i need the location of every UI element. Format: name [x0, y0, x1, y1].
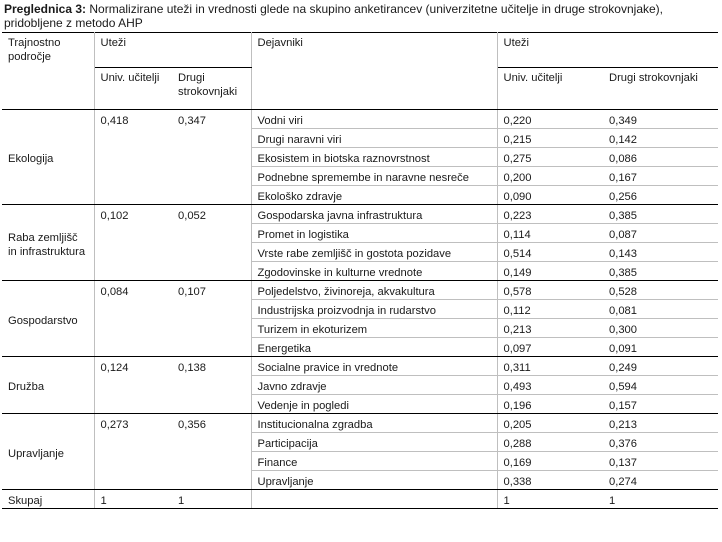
area-weight-univ [94, 433, 172, 452]
area-cell: Družba [2, 357, 94, 414]
total-other-1: 1 [172, 490, 251, 509]
total-row [2, 490, 718, 509]
area-weight-other [172, 395, 251, 414]
table-body [2, 110, 718, 509]
factor-weight-other: 0,274 [603, 471, 718, 490]
table-row [2, 224, 718, 243]
table-row [2, 186, 718, 205]
header-weights-factors: Uteži [497, 33, 718, 68]
area-weight-univ: 0,273 [100, 419, 129, 431]
factor-weight-other: 0,142 [603, 129, 718, 148]
factor-cell: Institucionalna zgradba [251, 414, 497, 433]
total-univ-2: 1 [497, 490, 603, 509]
factor-weight-other: 0,256 [603, 186, 718, 205]
header-univ-2: Univ. učitelji [497, 68, 603, 110]
factor-cell: Podnebne spremembe in naravne nesreče [251, 167, 497, 186]
header-area: Trajnostno področje [2, 33, 94, 110]
table-row [2, 433, 718, 452]
factor-weight-univ: 0,493 [497, 376, 603, 395]
factor-weight-univ: 0,215 [497, 129, 603, 148]
factor-weight-other: 0,143 [603, 243, 718, 262]
caption-text: Normalizirane uteži in vrednosti glede na skupino anketirancev (univerzitetne učitelje in druge strokovnjake), pridobljene z metodo AHP [4, 2, 663, 30]
area-weight-univ [94, 262, 172, 281]
factor-weight-univ: 0,213 [497, 319, 603, 338]
header-univ-1: Univ. učitelji [94, 68, 172, 110]
area-weight-other: 0,052 [172, 205, 251, 224]
factor-weight-other: 0,249 [603, 357, 718, 376]
factor-weight-univ: 0,196 [497, 395, 603, 414]
factor-weight-other: 0,349 [603, 110, 718, 129]
area-weight-univ [94, 224, 172, 243]
area-weight-other [172, 452, 251, 471]
ahp-weights-table [2, 32, 718, 509]
factor-weight-univ: 0,514 [497, 243, 603, 262]
factor-cell: Finance [251, 452, 497, 471]
factor-weight-univ: 0,169 [497, 452, 603, 471]
factor-weight-other: 0,376 [603, 433, 718, 452]
factor-weight-univ: 0,220 [497, 110, 603, 129]
factor-cell: Vedenje in pogledi [251, 395, 497, 414]
factor-weight-other: 0,086 [603, 148, 718, 167]
factor-cell: Industrijska proizvodnja in rudarstvo [251, 300, 497, 319]
factor-cell: Vrste rabe zemljišč in gostota pozidave [251, 243, 497, 262]
header-row-1 [2, 33, 718, 68]
area-weight-other: 0,356 [172, 414, 251, 433]
area-weight-univ: 0,084 [100, 286, 129, 298]
table-row [2, 319, 718, 338]
table-row [2, 243, 718, 262]
table-row [2, 338, 718, 357]
table-row [2, 281, 718, 300]
factor-weight-other: 0,385 [603, 262, 718, 281]
header-other-1: Drugi strokovnjaki [172, 68, 251, 110]
factor-weight-univ: 0,338 [497, 471, 603, 490]
table-row [2, 414, 718, 433]
table-caption [4, 2, 720, 30]
area-weight-univ [94, 395, 172, 414]
factor-cell: Drugi naravni viri [251, 129, 497, 148]
area-weight-univ [94, 129, 172, 148]
area-weight-univ [94, 338, 172, 357]
factor-weight-univ: 0,578 [497, 281, 603, 300]
area-weight-univ [94, 452, 172, 471]
table-row [2, 376, 718, 395]
factor-weight-other: 0,528 [603, 281, 718, 300]
area-cell: Ekologija [2, 110, 94, 205]
area-weight-other [172, 471, 251, 490]
header-weights-areas: Uteži [94, 33, 251, 68]
area-weight-univ: 0,102 [100, 210, 129, 222]
area-cell: Raba zemljišč in infrastruktura [2, 205, 94, 281]
factor-cell: Vodni viri [251, 110, 497, 129]
table-row [2, 110, 718, 129]
factor-weight-univ: 0,311 [497, 357, 603, 376]
area-weight-other [172, 167, 251, 186]
area-weight-univ [94, 471, 172, 490]
area-weight-univ [94, 167, 172, 186]
area-cell: Upravljanje [2, 414, 94, 490]
area-weight-other [172, 376, 251, 395]
factor-weight-univ: 0,288 [497, 433, 603, 452]
area-weight-other [172, 262, 251, 281]
table-row [2, 205, 718, 224]
factor-weight-univ: 0,149 [497, 262, 603, 281]
factor-weight-univ: 0,200 [497, 167, 603, 186]
area-weight-univ [94, 243, 172, 262]
table-row [2, 357, 718, 376]
factor-weight-other: 0,213 [603, 414, 718, 433]
area-weight-other [172, 148, 251, 167]
area-weight-univ [94, 186, 172, 205]
table-row [2, 262, 718, 281]
caption-label: Preglednica 3: [4, 2, 87, 16]
area-cell: Gospodarstvo [2, 281, 94, 357]
factor-weight-univ: 0,112 [497, 300, 603, 319]
factor-weight-other: 0,300 [603, 319, 718, 338]
factor-weight-univ: 0,275 [497, 148, 603, 167]
factor-cell: Poljedelstvo, živinoreja, akvakultura [251, 281, 497, 300]
area-weight-other: 0,347 [172, 110, 251, 129]
total-label: Skupaj [2, 490, 94, 509]
factor-weight-other: 0,385 [603, 205, 718, 224]
table-row [2, 300, 718, 319]
table-row [2, 395, 718, 414]
area-weight-other [172, 243, 251, 262]
factor-weight-other: 0,087 [603, 224, 718, 243]
area-weight-other [172, 319, 251, 338]
factor-cell: Gospodarska javna infrastruktura [251, 205, 497, 224]
header-factors: Dejavniki [251, 33, 497, 110]
factor-cell: Socialne pravice in vrednote [251, 357, 497, 376]
area-weight-univ: 0,124 [100, 362, 129, 374]
area-weight-univ [94, 300, 172, 319]
factor-cell: Energetika [251, 338, 497, 357]
table-row [2, 452, 718, 471]
factor-cell: Zgodovinske in kulturne vrednote [251, 262, 497, 281]
table-row [2, 129, 718, 148]
area-weight-other: 0,138 [172, 357, 251, 376]
factor-cell: Javno zdravje [251, 376, 497, 395]
area-weight-other [172, 338, 251, 357]
area-weight-other [172, 300, 251, 319]
factor-weight-univ: 0,205 [497, 414, 603, 433]
area-weight-univ: 0,418 [100, 115, 129, 127]
total-univ-1: 1 [94, 490, 172, 509]
factor-weight-other: 0,091 [603, 338, 718, 357]
factor-weight-other: 0,594 [603, 376, 718, 395]
factor-weight-univ: 0,090 [497, 186, 603, 205]
area-weight-univ [94, 319, 172, 338]
area-weight-other [172, 224, 251, 243]
area-weight-other [172, 129, 251, 148]
area-weight-other [172, 186, 251, 205]
area-weight-univ [94, 148, 172, 167]
factor-weight-other: 0,137 [603, 452, 718, 471]
total-other-2: 1 [603, 490, 718, 509]
factor-cell: Ekološko zdravje [251, 186, 497, 205]
factor-cell: Ekosistem in biotska raznovrstnost [251, 148, 497, 167]
area-weight-univ [94, 376, 172, 395]
factor-cell: Participacija [251, 433, 497, 452]
factor-weight-univ: 0,223 [497, 205, 603, 224]
table-row [2, 148, 718, 167]
factor-weight-other: 0,167 [603, 167, 718, 186]
factor-cell: Promet in logistika [251, 224, 497, 243]
table-row [2, 167, 718, 186]
header-other-2: Drugi strokovnjaki [603, 68, 718, 110]
area-weight-other [172, 433, 251, 452]
area-weight-other: 0,107 [172, 281, 251, 300]
factor-cell: Turizem in ekoturizem [251, 319, 497, 338]
factor-weight-univ: 0,097 [497, 338, 603, 357]
table-row [2, 471, 718, 490]
factor-weight-other: 0,081 [603, 300, 718, 319]
factor-cell: Upravljanje [251, 471, 497, 490]
total-factor-empty [251, 490, 497, 509]
factor-weight-univ: 0,114 [497, 224, 603, 243]
factor-weight-other: 0,157 [603, 395, 718, 414]
